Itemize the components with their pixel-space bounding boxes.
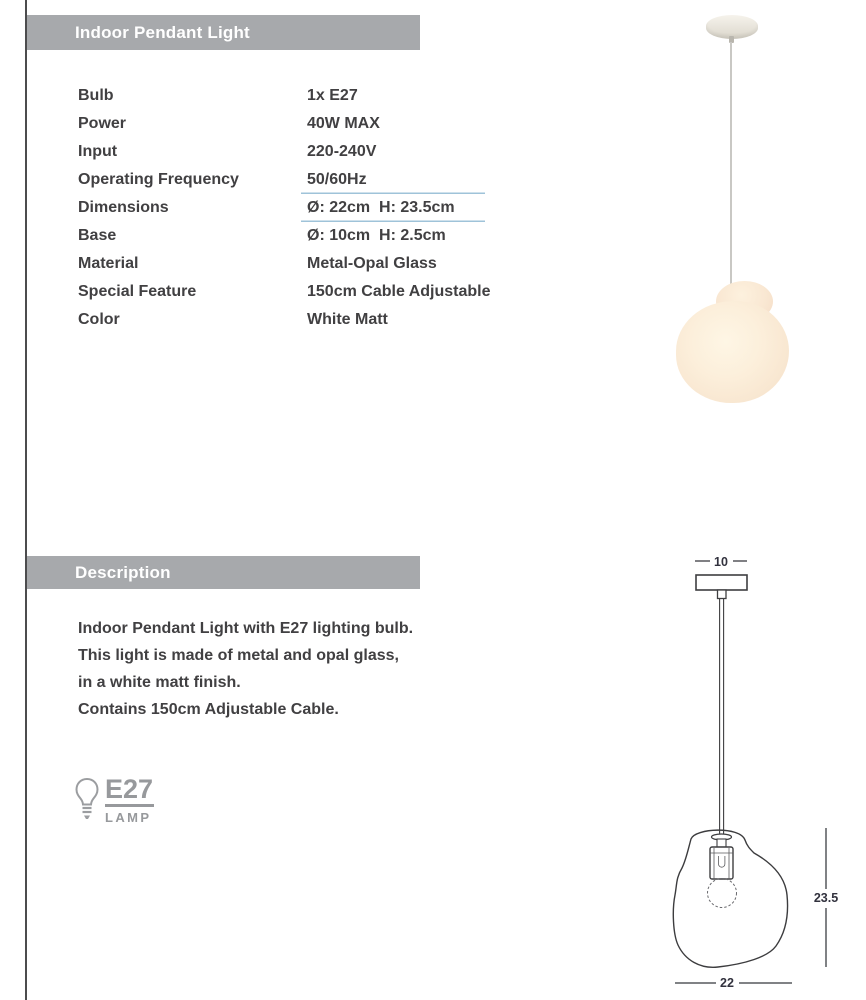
spec-row (78, 194, 485, 222)
badge-text (105, 774, 154, 825)
spec-label: Base (78, 227, 117, 244)
spec-row (78, 250, 485, 278)
lamp-label: LAMP (105, 810, 152, 825)
spec-row (78, 222, 485, 250)
badge-divider (105, 804, 154, 807)
spec-value: 50/60Hz (307, 171, 367, 188)
spec-value: White Matt (307, 311, 388, 328)
spec-value: 40W MAX (307, 115, 380, 132)
spec-row (78, 278, 491, 306)
description-line: in a white matt finish. (78, 674, 241, 691)
description-text (78, 615, 413, 723)
spec-value: Ø: 10cm H: 2.5cm (301, 222, 485, 250)
dim-label-canopy-width: 10 (714, 555, 728, 569)
pendant-cable (730, 42, 732, 288)
spec-value: 150cm Cable Adjustable (307, 283, 491, 300)
description-header-bar (27, 556, 420, 589)
description-line: This light is made of metal and opal glass, (78, 647, 399, 664)
drawn-socket-neck (717, 839, 726, 847)
dim-label-shade-height: 23.5 (813, 891, 839, 905)
dimension-diagram (650, 545, 866, 1000)
e27-label: E27 (105, 774, 154, 804)
description-line: Contains 150cm Adjustable Cable. (78, 701, 339, 718)
spec-row (78, 306, 485, 334)
description-heading: Description (75, 562, 171, 582)
bulb-icon (74, 777, 100, 828)
spec-label: Material (78, 255, 139, 272)
spec-row (78, 166, 485, 194)
spec-label: Color (78, 311, 120, 328)
spec-value: 220-240V (307, 143, 377, 160)
spec-label: Dimensions (78, 199, 169, 216)
spec-table (78, 82, 491, 334)
drawn-bulb (708, 879, 737, 908)
description-line: Indoor Pendant Light with E27 lighting bulb. (78, 620, 414, 637)
spec-label: Power (78, 115, 127, 132)
diagram-svg (650, 545, 866, 1000)
spec-label: Input (78, 143, 118, 160)
spec-label: Bulb (78, 87, 114, 104)
spec-row (78, 82, 485, 110)
spec-value: Metal-Opal Glass (307, 255, 437, 272)
opal-glass-shade (676, 301, 789, 403)
spec-value: Ø: 22cm H: 23.5cm (301, 194, 485, 222)
spec-row (78, 138, 485, 166)
spec-row (78, 110, 485, 138)
spec-label: Special Feature (78, 283, 197, 300)
drawn-cable (720, 599, 724, 842)
drawn-canopy (696, 575, 747, 590)
spec-header-bar (27, 15, 420, 50)
e27-lamp-badge (74, 774, 154, 828)
left-edge-rule (25, 0, 27, 1000)
drawn-socket-body (710, 847, 733, 879)
drawn-cable-grip (718, 590, 727, 599)
page-title: Indoor Pendant Light (75, 22, 250, 42)
spec-label: Operating Frequency (78, 171, 239, 188)
dim-label-shade-width: 22 (720, 976, 734, 990)
spec-value: 1x E27 (307, 87, 358, 104)
